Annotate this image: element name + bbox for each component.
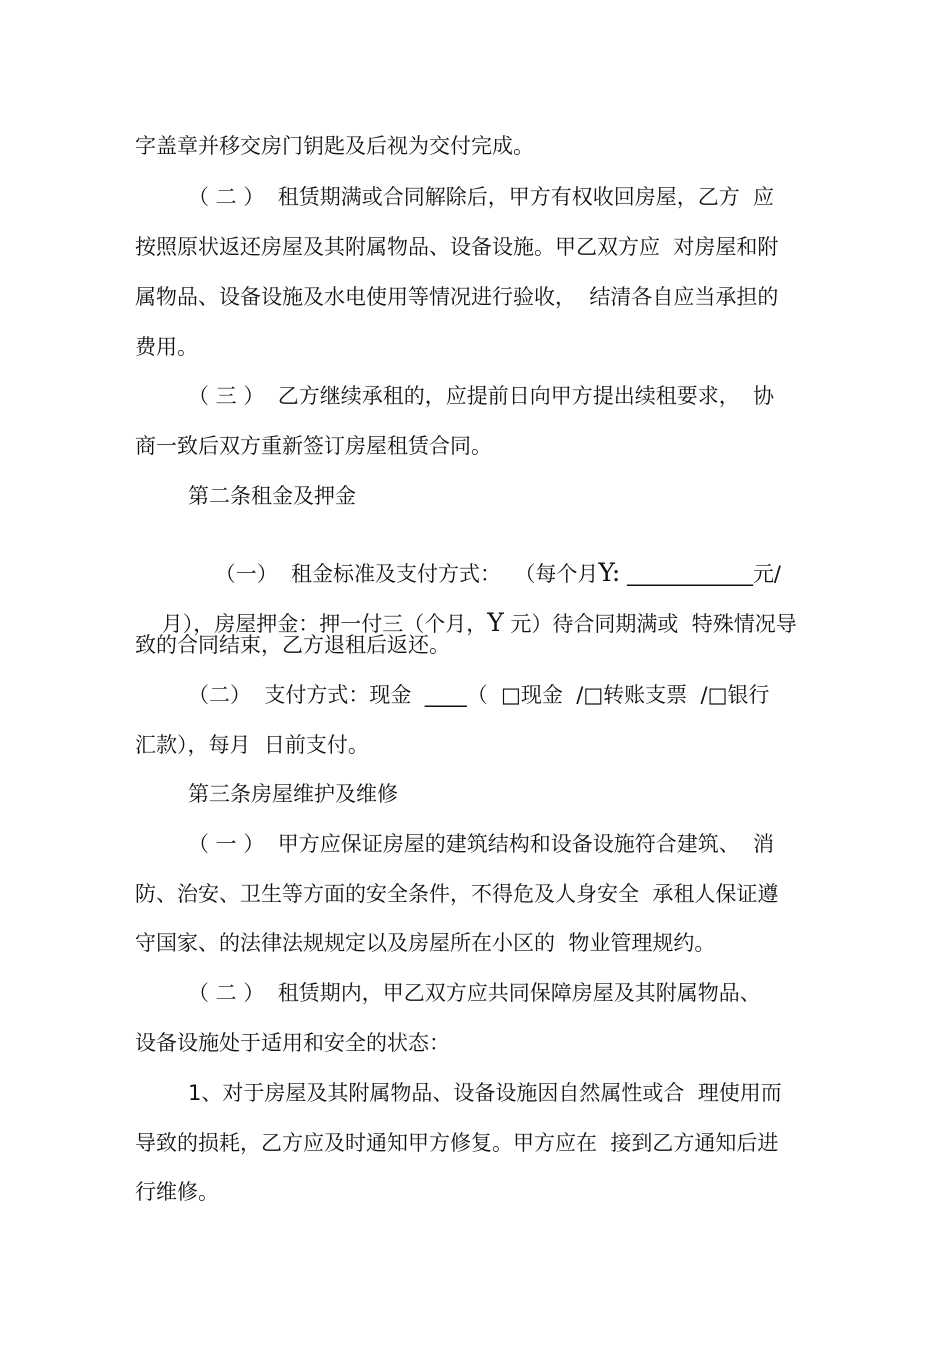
para-line: 字盖章并移交房门钥匙及后视为交付完成。: [135, 134, 534, 158]
para-line: （ 三 ） 乙方继续承租的，应提前日向甲方提出续租要求， 协: [188, 384, 775, 408]
para-line: 守国家、的法律法规规定以及房屋所在小区的 物业管理规约。: [135, 931, 716, 955]
rent-label: （一） 租金标准及支付方式： （每个月: [214, 562, 599, 586]
payment-method-line: （二） 支付方式：现金 ____（ □现金 /□转账支票 /□银行: [188, 683, 770, 707]
para-line: （ 二 ） 租赁期内，甲乙双方应共同保障房屋及其附属物品、: [188, 981, 761, 1005]
rent-blank: ____________: [626, 562, 753, 586]
para-line: 导致的损耗，乙方应及时通知甲方修复。甲方应在 接到乙方通知后进: [135, 1131, 779, 1155]
para-line: 属物品、设备设施及水电使用等情况进行验收， 结清各自应当承担的: [135, 285, 779, 309]
section-heading: 第二条租金及押金: [188, 484, 356, 508]
para-line: 防、治安、卫生等方面的安全条件，不得危及人身安全 承租人保证遵: [135, 882, 779, 906]
deposit-label: 月），房屋押金：押一付三（个月，: [161, 612, 488, 636]
para-line: 1、对于房屋及其附属物品、设备设施因自然属性或合 理使用而: [188, 1081, 782, 1105]
section-heading: 第三条房屋维护及维修: [188, 782, 398, 806]
para-line: 费用。: [135, 335, 198, 359]
yuan-mark: Y:: [598, 558, 621, 587]
para-line: 致的合同结束，乙方退租后返还。: [135, 633, 450, 657]
para-line: 设备设施处于适用和安全的状态：: [135, 1031, 450, 1055]
rent-unit: 元/: [752, 562, 782, 586]
para-line: 行维修。: [135, 1180, 219, 1204]
para-line: 汇款），每月 日前支付。: [135, 733, 369, 757]
deposit-tail: 元）待合同期满或 特殊情况导: [503, 612, 797, 636]
para-line: （ 二 ） 租赁期满或合同解除后，甲方有权收回房屋，乙方 应: [188, 185, 775, 209]
para-line: 商一致后双方重新签订房屋租赁合同。: [135, 434, 492, 458]
para-line: （ 一 ） 甲方应保证房屋的建筑结构和设备设施符合建筑、 消: [188, 832, 775, 856]
yuan-mark: Y: [487, 608, 504, 637]
para-line: 按照原状返还房屋及其附属物品、设备设施。甲乙双方应 对房屋和附: [135, 235, 779, 259]
